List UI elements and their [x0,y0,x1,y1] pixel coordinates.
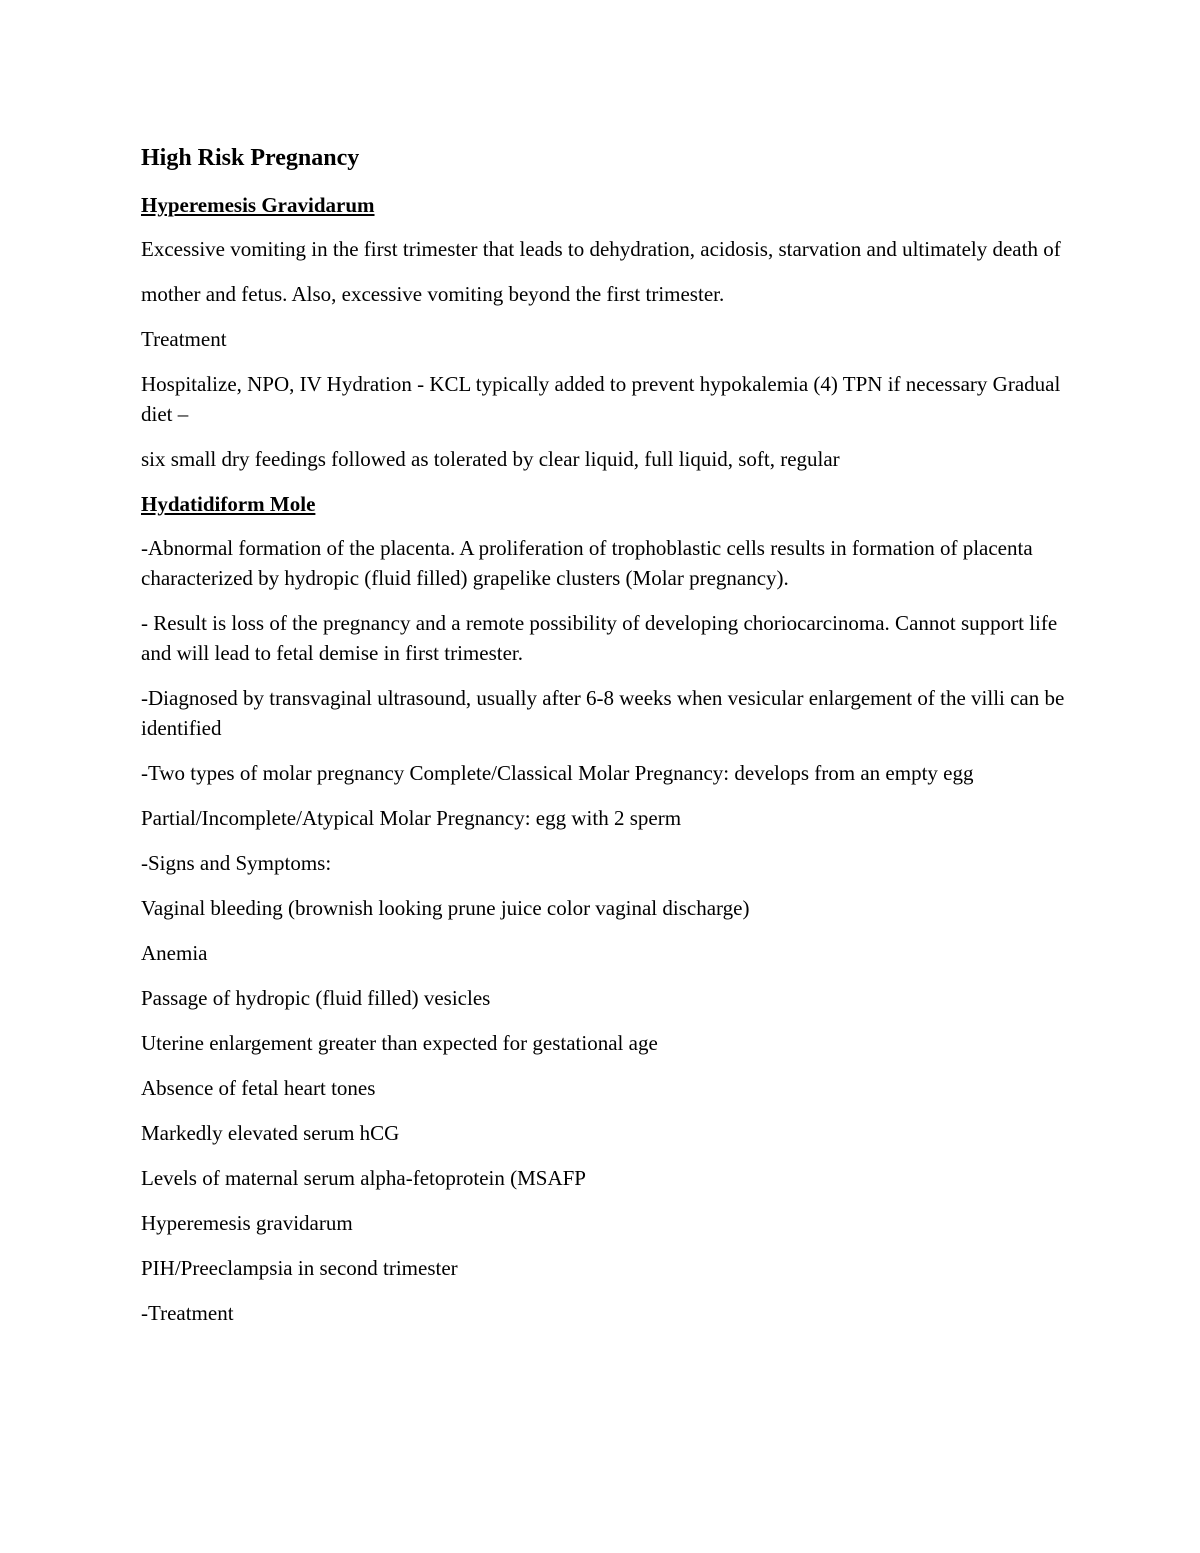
paragraph: -Treatment [141,1301,234,1325]
paragraph: -Signs and Symptoms: [141,851,332,875]
paragraph: mother and fetus. Also, excessive vomiting beyond the first trimester. [141,282,725,306]
section-heading-hyperemesis: Hyperemesis Gravidarum [141,193,375,217]
paragraph: -Abnormal formation of the placenta. A proliferation of trophoblastic cells results in formation of placenta characterized by hydropic (fluid filled) grapelike clusters (Molar pregnancy). [141,536,1033,590]
paragraph: six small dry feedings followed as tolerated by clear liquid, full liquid, soft, regular [141,447,840,471]
paragraph: Vaginal bleeding (brownish looking prune juice color vaginal discharge) [141,896,750,920]
paragraph: Levels of maternal serum alpha-fetoprotein (MSAFP [141,1166,586,1190]
paragraph: -Diagnosed by transvaginal ultrasound, usually after 6-8 weeks when vesicular enlargement of the villi can be identified [141,686,1065,740]
paragraph: PIH/Preeclampsia in second trimester [141,1256,458,1280]
paragraph: Passage of hydropic (fluid filled) vesicles [141,986,491,1010]
paragraph: Markedly elevated serum hCG [141,1121,400,1145]
paragraph: Excessive vomiting in the first trimester that leads to dehydration, acidosis, starvation and ultimately death of [141,237,1061,261]
paragraph: Hyperemesis gravidarum [141,1211,353,1235]
document-title: High Risk Pregnancy [141,145,360,171]
document-body [141,138,1071,1343]
paragraph: Anemia [141,941,208,965]
paragraph: - Result is loss of the pregnancy and a remote possibility of developing choriocarcinoma. Cannot support life and will lead to fetal demise in first trimester. [141,611,1058,665]
paragraph: -Two types of molar pregnancy Complete/Classical Molar Pregnancy: develops from an empty egg [141,761,974,785]
paragraph: Uterine enlargement greater than expected for gestational age [141,1031,658,1055]
section-heading-hydatidiform-mole: Hydatidiform Mole [141,492,316,516]
paragraph: Treatment [141,327,227,351]
paragraph: Partial/Incomplete/Atypical Molar Pregnancy: egg with 2 sperm [141,806,682,830]
paragraph: Hospitalize, NPO, IV Hydration - KCL typically added to prevent hypokalemia (4) TPN if necessary Gradual diet – [141,372,1061,426]
paragraph: Absence of fetal heart tones [141,1076,376,1100]
